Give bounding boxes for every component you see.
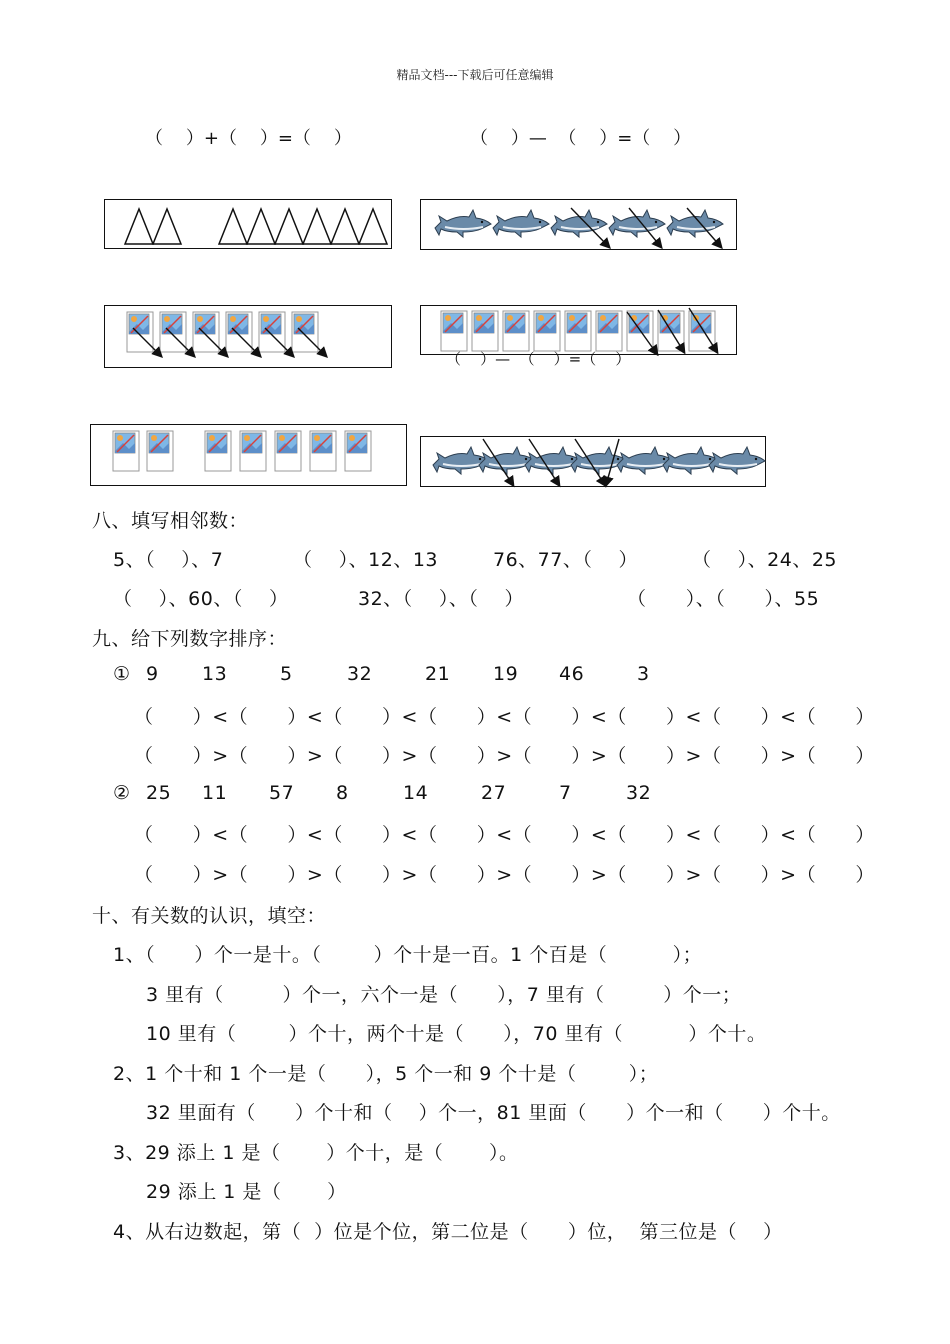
broken-image-icon [441,311,467,351]
sharks-figure [421,437,767,488]
sort-number: 5 [280,663,293,685]
shark-icon [617,447,673,474]
broken-image-icon [689,311,715,351]
broken-image-icon [259,312,285,352]
fill-blank-line: 4、从右边数起，第（ ）位是个位，第二位是（ ）位， 第三位是（ ） [113,1221,783,1243]
sort-number: 25 [146,782,172,804]
section-title: 八、填写相邻数： [92,510,249,532]
fill-blank-line: 3 里有（ ）个一，六个一是（ ），7 里有（ ）个一； [146,984,742,1006]
descending-blanks: （ ）>（ ）>（ ）>（ ）>（ ）>（ ）>（ ）>（ ） [134,864,875,886]
fill-blank-line: 1、（ ）个一是十。（ ）个十是一百。1 个百是（ ）； [113,944,703,966]
triangles-figure [105,200,393,250]
broken-image-icon [113,431,139,471]
fill-blank-line: 3、29 添上 1 是（ ）个十，是（ ）。 [113,1142,519,1164]
sort-number: 32 [347,663,373,685]
descending-blanks: （ ）>（ ）>（ ）>（ ）>（ ）>（ ）>（ ）>（ ） [134,745,875,767]
shark-group-box [420,199,737,250]
subtraction-equation: （ ）— （ ）=（ ） [470,128,692,149]
broken-image-icon [345,431,371,471]
shark-icon [709,447,765,474]
ascending-blanks: （ ）<（ ）<（ ）<（ ）<（ ）<（ ）<（ ）<（ ） [134,706,875,728]
section-title: 九、给下列数字排序： [92,628,288,650]
shark-group-box [420,436,766,487]
addition-equation: （ ）+（ ）=（ ） [145,128,352,149]
broken-image-icon [127,312,153,352]
sort-number: 11 [202,782,228,804]
question-marker: ① [113,663,131,685]
sort-number: 13 [202,663,228,685]
broken-image-icon [292,312,318,352]
page-header: 精品文档---下载后可任意编辑 [396,68,554,82]
adjacent-number-item: 76、77、（ ） [493,549,639,571]
sort-number: 9 [146,663,159,685]
sort-number: 46 [559,663,585,685]
broken-image-icon [147,431,173,471]
broken-image-icon [193,312,219,352]
sort-number: 57 [269,782,295,804]
adjacent-number-item: （ ）、12、13 [293,549,439,571]
broken-image-icon [310,431,336,471]
broken-image-icon [596,311,622,351]
picture-subtraction-equation: （ ）— （ ）=（ ） [446,350,631,368]
shark-icon [667,210,723,237]
sort-number: 32 [626,782,652,804]
ascending-blanks: （ ）<（ ）<（ ）<（ ）<（ ）<（ ）<（ ）<（ ） [134,824,875,846]
triangle-group-box [104,199,392,249]
broken-image-icon [565,311,591,351]
shark-icon [551,210,607,237]
broken-image-icon [160,312,186,352]
fill-blank-line: 32 里面有（ ）个十和（ ）个一，81 里面（ ）个一和（ ）个十。 [146,1102,841,1124]
picture-group-box [90,424,407,486]
broken-image-icon [503,311,529,351]
picture-group-box [104,305,392,368]
broken-image-icon [534,311,560,351]
shark-icon [433,447,489,474]
shark-icon [479,447,535,474]
shark-icon [435,210,491,237]
sort-number: 8 [336,782,349,804]
fill-blank-line: 2、1 个十和 1 个一是（ ），5 个一和 9 个十是（ ）； [113,1063,659,1085]
shark-icon [525,447,581,474]
question-marker: ② [113,782,131,804]
broken-image-icon [275,431,301,471]
pictures-figure [105,306,393,369]
sort-number: 14 [403,782,429,804]
section-title: 十、有关数的认识，填空： [92,905,327,927]
sort-number: 19 [493,663,519,685]
sort-number: 7 [559,782,572,804]
sharks-figure [421,200,738,251]
broken-image-icon [226,312,252,352]
sort-number: 21 [425,663,451,685]
shark-icon [493,210,549,237]
adjacent-number-item: （ ）、24、25 [692,549,838,571]
sort-number: 3 [637,663,650,685]
adjacent-number-item: 32、（ ）、（ ） [358,588,524,610]
adjacent-number-item: 5、（ ）、7 [113,549,224,571]
triangle-shape [125,209,387,244]
adjacent-number-item: （ ）、60、（ ） [113,588,289,610]
adjacent-number-item: （ ）、（ ）、55 [627,588,820,610]
pictures-figure [91,425,408,487]
sort-number: 27 [481,782,507,804]
broken-image-icon [240,431,266,471]
shark-icon [571,447,627,474]
broken-image-icon [205,431,231,471]
broken-image-icon [472,311,498,351]
fill-blank-line: 10 里有（ ）个十，两个十是（ ），70 里有（ ）个十。 [146,1023,767,1045]
fill-blank-line: 29 添上 1 是（ ） [146,1181,347,1203]
shark-icon [609,210,665,237]
shark-icon [663,447,719,474]
